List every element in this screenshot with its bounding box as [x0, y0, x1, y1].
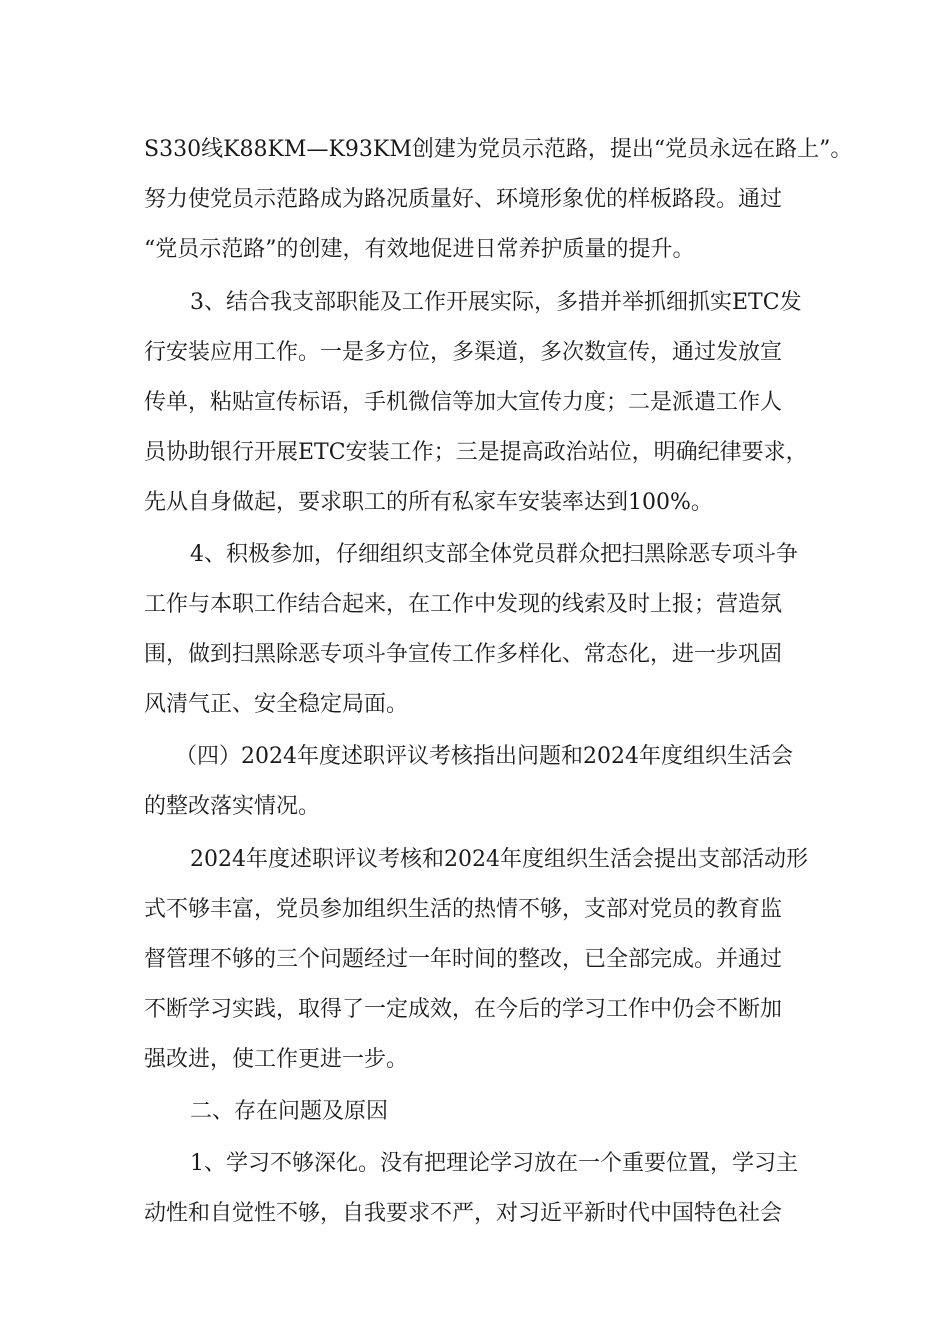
text-line: 强改进，使工作更进一步。: [144, 1047, 409, 1072]
section-heading: （四）2024年度述职评议考核指出问题和2024年度组织生活会: [175, 744, 793, 769]
paragraph-3-start: 3、结合我支部职能及工作开展实际，多措并举抓细抓实ETC发: [190, 290, 802, 315]
paragraph-start: 2024年度述职评议考核和2024年度组织生活会提出支部活动形: [190, 847, 808, 872]
paragraph-4-start: 4、积极参加，仔细组织支部全体党员群众把扫黑除恶专项斗争: [190, 542, 798, 567]
text-line: 努力使党员示范路成为路况质量好、环境形象优的样板路段。通过: [144, 187, 783, 212]
text-line: 动性和自觉性不够，自我要求不严，对习近平新时代中国特色社会: [144, 1201, 783, 1226]
text-line: 行安装应用工作。一是多方位，多渠道，多次数宣传，通过发放宣: [144, 340, 783, 365]
text-line: S330线K88KM—K93KM创建为党员示范路，提出“党员永远在路上”。: [144, 137, 853, 162]
text-line: 员协助银行开展ETC安装工作；三是提高政治站位，明确纪律要求，: [144, 440, 808, 465]
text-line: 督管理不够的三个问题经过一年时间的整改，已全部完成。并通过: [144, 947, 783, 972]
text-line: 不断学习实践，取得了一定成效，在今后的学习工作中仍会不断加: [144, 997, 783, 1022]
paragraph-start: 1、学习不够深化。没有把理论学习放在一个重要位置，学习主: [190, 1151, 798, 1176]
text-line: 的整改落实情况。: [144, 794, 321, 819]
text-line: 工作与本职工作结合起来，在工作中发现的线索及时上报；营造氛: [144, 592, 783, 617]
section-heading: 二、存在问题及原因: [190, 1099, 389, 1124]
text-line: 先从自身做起，要求职工的所有私家车安装率达到100%。: [144, 490, 713, 515]
text-line: 风清气正、安全稳定局面。: [144, 692, 409, 717]
text-line: 式不够丰富，党员参加组织生活的热情不够，支部对党员的教育监: [144, 897, 783, 922]
text-line: 围，做到扫黑除恶专项斗争宣传工作多样化、常态化，进一步巩固: [144, 642, 783, 667]
text-line: 传单，粘贴宣传标语，手机微信等加大宣传力度；二是派遣工作人: [144, 390, 783, 415]
text-line: “党员示范路”的创建，有效地促进日常养护质量的提升。: [144, 237, 695, 262]
